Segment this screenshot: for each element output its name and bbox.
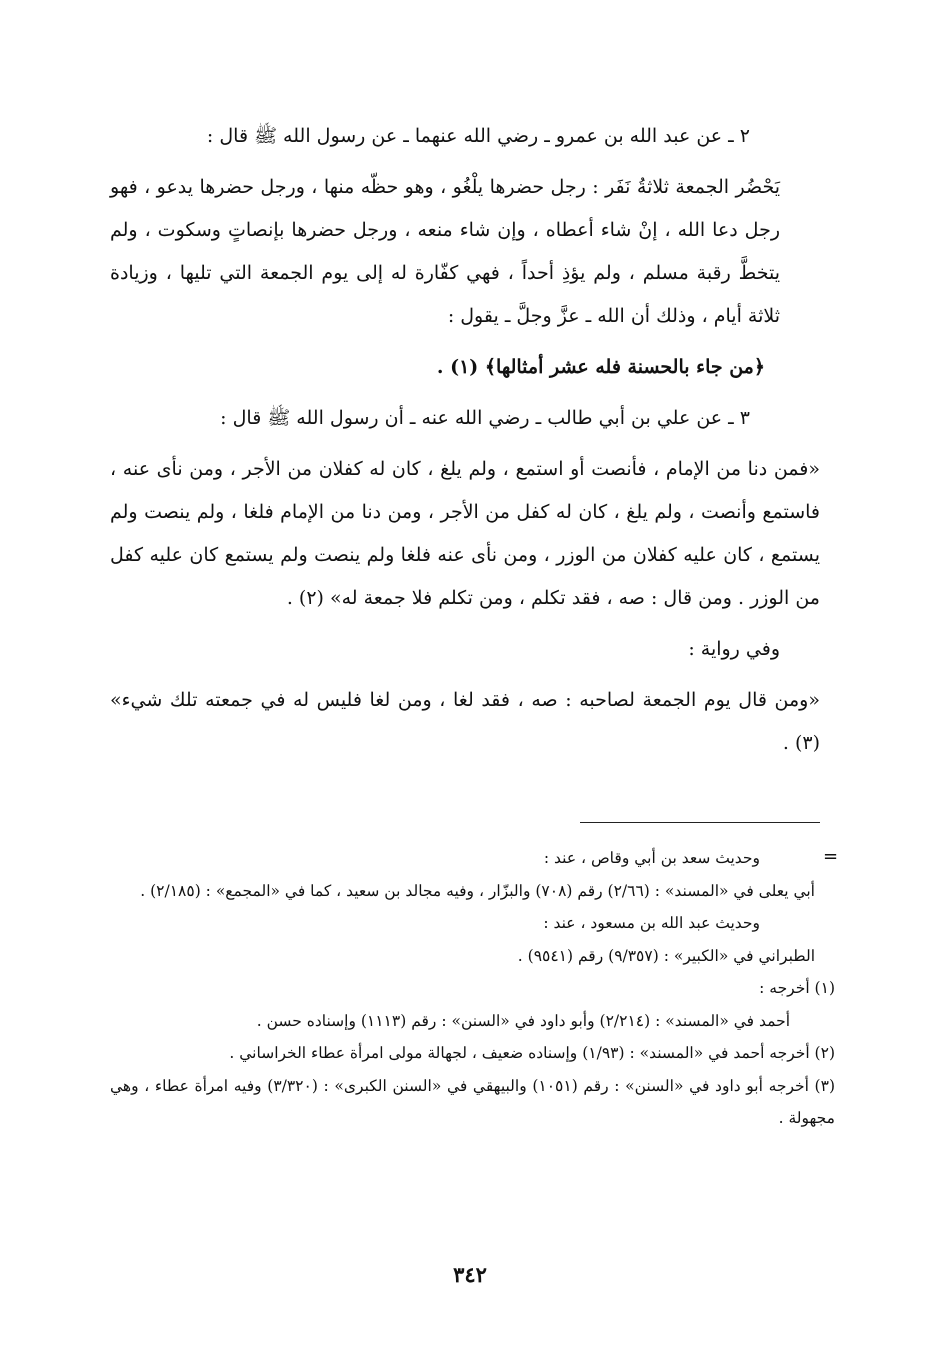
footnote-separator bbox=[580, 822, 820, 823]
hadith-3-text: «فمن دنا من الإمام ، فأنصت أو استمع ، ولم يلغ ، كان له كفلان من الأجر ، ومن نأى عنه ، فاستمع وأنصت ، ولم يلغ ، كان له كفل من الأجر ، ومن دنا من الإمام فلغا ، ولم ينصت ولم يستمع ، كان عليه كفلان من الوزر ، ومن نأى عنه فلغا ولم ينصت ولم يستمع كان عليه كفل من الوزر . ومن قال : صه ، فقد تكلم ، ومن تكلم فلا جمعة له» (٢) . bbox=[110, 458, 820, 609]
continuation-mark: = bbox=[823, 846, 839, 867]
quran-verse: ﴿من جاء بالحسنة فله عشر أمثالها﴾ (١) . bbox=[436, 356, 765, 378]
footnote-2: (٢) أخرجه أحمد في «المسند» : (١/٩٣) وإسناده ضعيف ، لجهالة مولى امرأة عطاء الخراساني . bbox=[229, 1044, 835, 1062]
page-number: ٣٤٢ bbox=[453, 1262, 487, 1287]
footnote-line: وحديث سعد بن أبي وقاص ، عند : bbox=[543, 849, 760, 867]
footnote-line: الطبراني في «الكبير» : (٩/٣٥٧) رقم (٩٥٤١) . bbox=[517, 946, 815, 965]
hadith-2-text: يَحْضُر الجمعة ثلاثةُ نَفَر : رجل حضرها يلْغُو ، وهو حظّه منها ، ورجل حضرها يدعو ، فهو رجل دعا الله ، إنْ شاء أعطاه ، وإن شاء منعه ، ورجل حضرها بإنصاتٍ وسكوت ، ولم يتخطَّ رقبة مسلم ، ولم يؤذِ أحداً ، فهي كفّارة له إلى يوم الجمعة التي تليها ، وزيادة ثلاثة أيام ، وذلك أن الله ـ عزَّ وجلَّ ـ يقول : bbox=[110, 176, 780, 327]
footnote-line: أحمد في «المسند» : (٢/٢١٤) وأبو داود في «السنن» : رقم (١١١٣) وإسناده حسن . bbox=[256, 1011, 790, 1030]
hadith-2-heading: ٢ ـ عن عبد الله بن عمرو ـ رضي الله عنهما ـ عن رسول الله ﷺ قال : bbox=[206, 125, 750, 147]
footnote-1: (١) أخرجه : bbox=[759, 979, 835, 997]
main-text bbox=[110, 115, 820, 765]
hadith-3-heading: ٣ ـ عن علي بن أبي طالب ـ رضي الله عنه ـ أن رسول الله ﷺ قال : bbox=[220, 407, 750, 429]
narration-text: «ومن قال يوم الجمعة لصاحبه : صه ، فقد لغا ، ومن لغا فليس له في جمعته تلك شيء» (٣) . bbox=[110, 689, 820, 754]
footnote-line: أبي يعلى في «المسند» : (٢/٦٦) رقم (٧٠٨) والبزّار ، وفيه مجالد بن سعيد ، كما في «المجمع» : (٢/١٨٥) . bbox=[140, 881, 815, 900]
footnote-line: وحديث عبد الله بن مسعود ، عند : bbox=[543, 914, 760, 932]
footnote-3: (٣) أخرجه أبو داود في «السنن» : رقم (١٠٥١) والبيهقي في «السنن الكبرى» : (٣/٣٢٠) وفيه امرأة عطاء ، وهي مجهولة . bbox=[110, 1076, 835, 1127]
narration-heading: وفي رواية : bbox=[688, 638, 780, 660]
footnotes bbox=[110, 842, 835, 1135]
